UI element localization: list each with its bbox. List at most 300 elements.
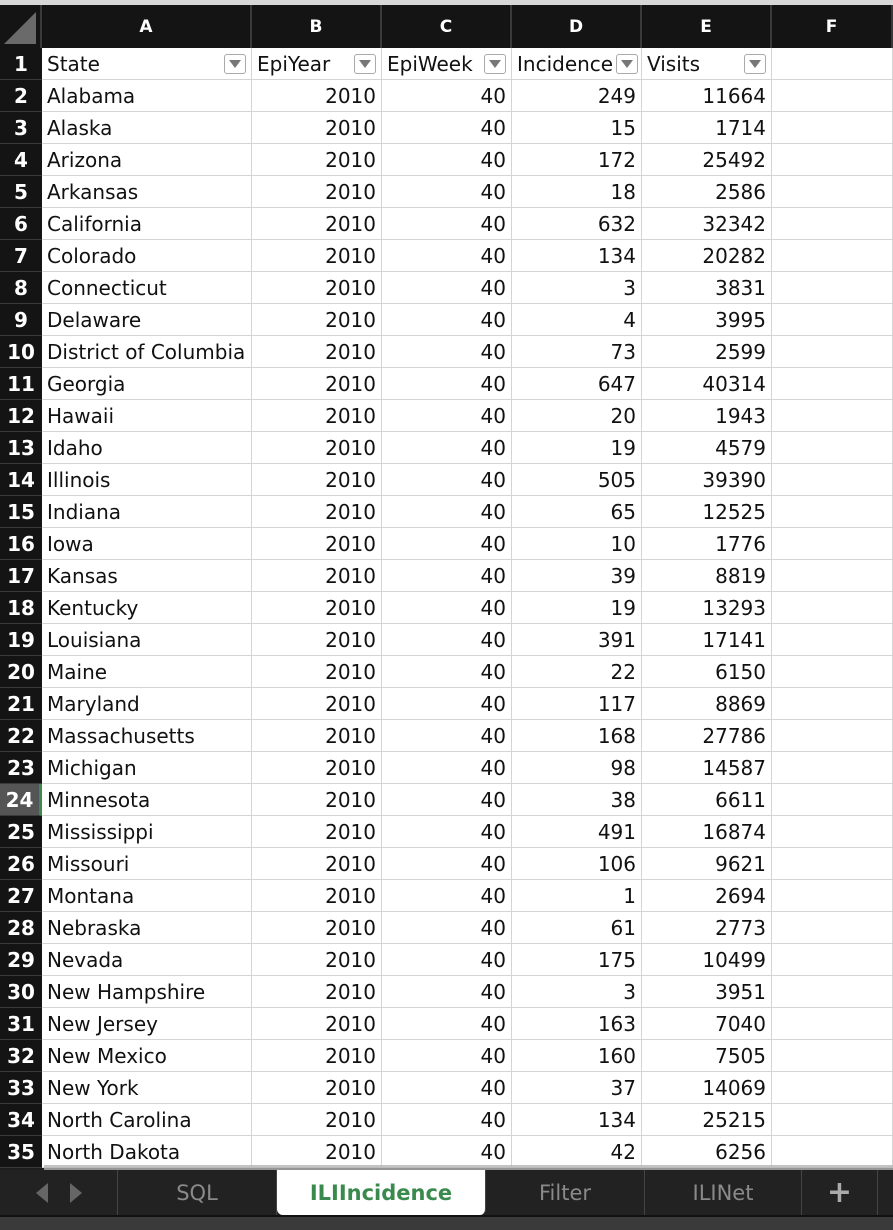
row-header[interactable]: 29 <box>0 944 42 976</box>
cell[interactable]: 40 <box>382 272 512 304</box>
cell[interactable] <box>772 1008 893 1040</box>
row-header[interactable]: 34 <box>0 1104 42 1136</box>
cell-header-epiyear[interactable]: EpiYear <box>252 48 382 80</box>
cell[interactable]: Arkansas <box>42 176 252 208</box>
cell[interactable] <box>772 688 893 720</box>
column-header-f[interactable]: F <box>772 5 893 48</box>
cell[interactable]: Delaware <box>42 304 252 336</box>
cell-header-state[interactable]: State <box>42 48 252 80</box>
cell[interactable] <box>772 176 893 208</box>
cell[interactable]: 2010 <box>252 80 382 112</box>
cell[interactable] <box>772 464 893 496</box>
cell[interactable]: 106 <box>512 848 642 880</box>
cell[interactable]: 40 <box>382 144 512 176</box>
cell[interactable]: 42 <box>512 1136 642 1168</box>
filter-dropdown-icon[interactable] <box>616 54 638 74</box>
cell[interactable]: Connecticut <box>42 272 252 304</box>
cell[interactable] <box>772 880 893 912</box>
cell[interactable] <box>772 1072 893 1104</box>
cell[interactable]: 18 <box>512 176 642 208</box>
cell[interactable]: 40 <box>382 368 512 400</box>
cell[interactable]: New Hampshire <box>42 976 252 1008</box>
table-row <box>0 336 893 368</box>
row-header[interactable]: 2 <box>0 80 42 112</box>
cell[interactable]: 40 <box>382 912 512 944</box>
cell[interactable]: 22 <box>512 656 642 688</box>
cell[interactable]: 25492 <box>642 144 772 176</box>
cell[interactable] <box>772 560 893 592</box>
cell[interactable]: 40 <box>382 1008 512 1040</box>
row-header[interactable]: 5 <box>0 176 42 208</box>
cell[interactable]: 11664 <box>642 80 772 112</box>
cell[interactable] <box>772 1104 893 1136</box>
cell[interactable] <box>772 336 893 368</box>
cell[interactable] <box>772 656 893 688</box>
cell[interactable]: 16874 <box>642 816 772 848</box>
cell[interactable]: Alabama <box>42 80 252 112</box>
filter-dropdown-icon[interactable] <box>224 54 246 74</box>
cell[interactable]: 15 <box>512 112 642 144</box>
cell[interactable] <box>772 1040 893 1072</box>
cell[interactable]: California <box>42 208 252 240</box>
column-header-c[interactable]: C <box>382 5 512 48</box>
cell[interactable]: 3831 <box>642 272 772 304</box>
table-row <box>0 944 893 976</box>
cell[interactable] <box>772 752 893 784</box>
cell[interactable]: 3 <box>512 976 642 1008</box>
cell[interactable]: 40 <box>382 496 512 528</box>
table-row <box>0 464 893 496</box>
table-row <box>0 560 893 592</box>
cell[interactable]: Michigan <box>42 752 252 784</box>
cell[interactable]: 40 <box>382 464 512 496</box>
cell[interactable]: 4 <box>512 304 642 336</box>
select-all-button[interactable] <box>0 5 42 48</box>
cell[interactable]: Kentucky <box>42 592 252 624</box>
row-header[interactable]: 22 <box>0 720 42 752</box>
row-header[interactable]: 19 <box>0 624 42 656</box>
cell[interactable]: 2010 <box>252 816 382 848</box>
prev-sheet-icon[interactable] <box>36 1183 48 1203</box>
cell[interactable]: 39 <box>512 560 642 592</box>
table-row <box>0 624 893 656</box>
cell[interactable]: 632 <box>512 208 642 240</box>
cell[interactable]: 40 <box>382 688 512 720</box>
table-row <box>0 144 893 176</box>
row-header[interactable]: 32 <box>0 1040 42 1072</box>
table-row <box>0 272 893 304</box>
row-header[interactable]: 26 <box>0 848 42 880</box>
filter-dropdown-icon[interactable] <box>744 54 766 74</box>
cell[interactable]: 40 <box>382 752 512 784</box>
cell[interactable]: Mississippi <box>42 816 252 848</box>
row-header[interactable]: 27 <box>0 880 42 912</box>
cell[interactable]: Kansas <box>42 560 252 592</box>
cell[interactable]: 20282 <box>642 240 772 272</box>
table-row <box>0 1136 893 1168</box>
cell[interactable]: 10 <box>512 528 642 560</box>
cell[interactable]: 40 <box>382 528 512 560</box>
cell[interactable] <box>772 112 893 144</box>
cell[interactable]: 40 <box>382 944 512 976</box>
cell[interactable]: Missouri <box>42 848 252 880</box>
table-row <box>0 1040 893 1072</box>
cell[interactable]: 19 <box>512 432 642 464</box>
cell[interactable]: 163 <box>512 1008 642 1040</box>
cell[interactable] <box>772 816 893 848</box>
cell[interactable] <box>772 368 893 400</box>
table-row <box>0 400 893 432</box>
column-header-row <box>0 5 893 48</box>
cell[interactable]: 2010 <box>252 144 382 176</box>
cell[interactable]: 40 <box>382 656 512 688</box>
cell[interactable]: 117 <box>512 688 642 720</box>
row-header[interactable]: 3 <box>0 112 42 144</box>
cell[interactable]: 73 <box>512 336 642 368</box>
cell[interactable]: North Carolina <box>42 1104 252 1136</box>
cell[interactable]: 2010 <box>252 880 382 912</box>
cell[interactable] <box>772 624 893 656</box>
cell[interactable]: Colorado <box>42 240 252 272</box>
cell[interactable] <box>772 432 893 464</box>
cell[interactable]: 27786 <box>642 720 772 752</box>
cell[interactable]: 40 <box>382 336 512 368</box>
cell[interactable]: 40 <box>382 1104 512 1136</box>
cell[interactable]: 40 <box>382 592 512 624</box>
table-row <box>0 976 893 1008</box>
table-row <box>0 1008 893 1040</box>
cell[interactable]: 2773 <box>642 912 772 944</box>
cell[interactable] <box>772 784 893 816</box>
cell[interactable] <box>772 912 893 944</box>
row-header[interactable]: 4 <box>0 144 42 176</box>
cell[interactable]: Illinois <box>42 464 252 496</box>
cell[interactable]: 2010 <box>252 784 382 816</box>
cell[interactable]: 40 <box>382 816 512 848</box>
cell[interactable]: 98 <box>512 752 642 784</box>
cell[interactable]: 37 <box>512 1072 642 1104</box>
cell-header-visits[interactable]: Visits <box>642 48 772 80</box>
cell[interactable]: 2010 <box>252 720 382 752</box>
cell[interactable]: 17141 <box>642 624 772 656</box>
cell[interactable]: 2010 <box>252 176 382 208</box>
cell[interactable]: 505 <box>512 464 642 496</box>
cell[interactable]: 10499 <box>642 944 772 976</box>
row-header[interactable]: 25 <box>0 816 42 848</box>
cell[interactable]: 20 <box>512 400 642 432</box>
cell[interactable]: 2010 <box>252 944 382 976</box>
cell[interactable]: 2010 <box>252 1008 382 1040</box>
cell[interactable]: 38 <box>512 784 642 816</box>
cell[interactable]: 1776 <box>642 528 772 560</box>
cell[interactable]: 6150 <box>642 656 772 688</box>
row-header[interactable]: 13 <box>0 432 42 464</box>
cell[interactable]: Montana <box>42 880 252 912</box>
cell[interactable] <box>772 400 893 432</box>
cell[interactable]: 172 <box>512 144 642 176</box>
cell[interactable]: 2694 <box>642 880 772 912</box>
cell[interactable]: 1943 <box>642 400 772 432</box>
cell[interactable]: 3 <box>512 272 642 304</box>
cell[interactable]: 2010 <box>252 400 382 432</box>
column-header-b[interactable]: B <box>252 5 382 48</box>
sheet-tab-bar <box>0 1170 893 1215</box>
column-header-e[interactable]: E <box>642 5 772 48</box>
cell[interactable]: 40 <box>382 80 512 112</box>
tab-filter[interactable]: Filter <box>486 1170 645 1215</box>
cell[interactable]: New Jersey <box>42 1008 252 1040</box>
cell[interactable] <box>772 944 893 976</box>
column-header-a[interactable]: A <box>42 5 252 48</box>
cell[interactable]: 40 <box>382 880 512 912</box>
table-row <box>0 304 893 336</box>
cell[interactable]: 40 <box>382 1072 512 1104</box>
table-row <box>0 368 893 400</box>
cell[interactable]: 2010 <box>252 1136 382 1168</box>
table-row <box>0 848 893 880</box>
cell[interactable] <box>772 240 893 272</box>
table-row <box>0 208 893 240</box>
cell[interactable]: 40 <box>382 1040 512 1072</box>
row-header[interactable]: 1 <box>0 48 42 80</box>
cell[interactable] <box>772 144 893 176</box>
cell[interactable]: 40 <box>382 400 512 432</box>
cell[interactable]: Hawaii <box>42 400 252 432</box>
cell[interactable]: 9621 <box>642 848 772 880</box>
cell[interactable]: Alaska <box>42 112 252 144</box>
cell[interactable]: 2010 <box>252 1072 382 1104</box>
cell[interactable] <box>772 496 893 528</box>
cell[interactable]: 2010 <box>252 528 382 560</box>
cell[interactable]: 6256 <box>642 1136 772 1168</box>
cell[interactable] <box>772 304 893 336</box>
row-header[interactable]: 15 <box>0 496 42 528</box>
table-row <box>0 688 893 720</box>
row-header[interactable]: 24 <box>0 784 42 816</box>
sheet-nav <box>0 1170 118 1215</box>
row-header[interactable]: 7 <box>0 240 42 272</box>
cell[interactable]: Louisiana <box>42 624 252 656</box>
cell[interactable]: 2010 <box>252 752 382 784</box>
cell[interactable]: 61 <box>512 912 642 944</box>
cell[interactable]: 2010 <box>252 624 382 656</box>
tab-sql[interactable]: SQL <box>118 1170 277 1215</box>
cell[interactable]: 12525 <box>642 496 772 528</box>
cell[interactable]: Nevada <box>42 944 252 976</box>
cell[interactable]: 32342 <box>642 208 772 240</box>
cell[interactable]: 160 <box>512 1040 642 1072</box>
row-header[interactable]: 21 <box>0 688 42 720</box>
cell[interactable]: 2010 <box>252 368 382 400</box>
row-header[interactable]: 6 <box>0 208 42 240</box>
cell[interactable]: Maryland <box>42 688 252 720</box>
cell[interactable] <box>772 528 893 560</box>
cell[interactable]: New York <box>42 1072 252 1104</box>
row-header[interactable]: 28 <box>0 912 42 944</box>
cell[interactable] <box>772 720 893 752</box>
filter-dropdown-icon[interactable] <box>484 54 506 74</box>
cell-header-incidence[interactable]: Incidence <box>512 48 642 80</box>
tab-iliincidence[interactable]: ILIIncidence <box>277 1170 486 1215</box>
row-header[interactable]: 23 <box>0 752 42 784</box>
cell[interactable]: 40 <box>382 720 512 752</box>
table-row <box>0 496 893 528</box>
table-row <box>0 880 893 912</box>
row-header[interactable]: 17 <box>0 560 42 592</box>
cell[interactable]: 2010 <box>252 272 382 304</box>
cell[interactable] <box>772 848 893 880</box>
row-header[interactable]: 31 <box>0 1008 42 1040</box>
cell[interactable]: District of Columbia <box>42 336 252 368</box>
cell[interactable]: 3951 <box>642 976 772 1008</box>
cell[interactable]: 2010 <box>252 336 382 368</box>
cell[interactable]: 249 <box>512 80 642 112</box>
cell[interactable]: 14587 <box>642 752 772 784</box>
cell[interactable]: 40 <box>382 208 512 240</box>
cell[interactable]: 175 <box>512 944 642 976</box>
cell[interactable]: 1714 <box>642 112 772 144</box>
table-row <box>0 112 893 144</box>
cell[interactable]: 7040 <box>642 1008 772 1040</box>
cell[interactable]: 40 <box>382 432 512 464</box>
cell[interactable]: Nebraska <box>42 912 252 944</box>
table-row <box>0 752 893 784</box>
cell[interactable]: 13293 <box>642 592 772 624</box>
row-header[interactable]: 12 <box>0 400 42 432</box>
cell[interactable]: 40 <box>382 848 512 880</box>
cell[interactable]: 40 <box>382 784 512 816</box>
cell[interactable]: 2010 <box>252 208 382 240</box>
cell[interactable]: Massachusetts <box>42 720 252 752</box>
next-sheet-icon[interactable] <box>70 1183 82 1203</box>
cell[interactable] <box>772 1136 893 1168</box>
cell[interactable]: 8819 <box>642 560 772 592</box>
row-header[interactable]: 9 <box>0 304 42 336</box>
cell-header-epiweek[interactable]: EpiWeek <box>382 48 512 80</box>
cell[interactable]: 6611 <box>642 784 772 816</box>
cell[interactable]: 2010 <box>252 848 382 880</box>
cell[interactable]: Indiana <box>42 496 252 528</box>
table-row <box>0 432 893 464</box>
cell[interactable]: 25215 <box>642 1104 772 1136</box>
cell[interactable]: 2010 <box>252 976 382 1008</box>
row-header[interactable]: 18 <box>0 592 42 624</box>
cell[interactable]: 40314 <box>642 368 772 400</box>
cell[interactable]: 4579 <box>642 432 772 464</box>
cell[interactable]: 40 <box>382 560 512 592</box>
cell[interactable]: 2010 <box>252 1104 382 1136</box>
cell[interactable]: Maine <box>42 656 252 688</box>
cell[interactable]: Idaho <box>42 432 252 464</box>
row-header[interactable]: 10 <box>0 336 42 368</box>
row-header[interactable]: 11 <box>0 368 42 400</box>
cell[interactable]: 2010 <box>252 1040 382 1072</box>
table-row <box>0 816 893 848</box>
cell[interactable]: 40 <box>382 304 512 336</box>
cell[interactable]: 65 <box>512 496 642 528</box>
cell[interactable]: 14069 <box>642 1072 772 1104</box>
row-header[interactable]: 35 <box>0 1136 42 1168</box>
cell[interactable] <box>772 208 893 240</box>
cell[interactable]: 19 <box>512 592 642 624</box>
table-row <box>0 912 893 944</box>
cell[interactable]: 2010 <box>252 304 382 336</box>
cell[interactable]: 40 <box>382 112 512 144</box>
table-row <box>0 720 893 752</box>
cell[interactable]: 1 <box>512 880 642 912</box>
table-row <box>0 656 893 688</box>
cell[interactable]: 2010 <box>252 240 382 272</box>
row-header[interactable]: 20 <box>0 656 42 688</box>
cell[interactable]: Minnesota <box>42 784 252 816</box>
table-row <box>0 1072 893 1104</box>
cell[interactable]: 2599 <box>642 336 772 368</box>
tab-ilinet[interactable]: ILINet <box>645 1170 802 1215</box>
cell[interactable]: 168 <box>512 720 642 752</box>
cell[interactable]: Iowa <box>42 528 252 560</box>
cell[interactable]: 40 <box>382 176 512 208</box>
cell[interactable]: 3995 <box>642 304 772 336</box>
row-header[interactable]: 33 <box>0 1072 42 1104</box>
filter-dropdown-icon[interactable] <box>354 54 376 74</box>
table-row <box>0 528 893 560</box>
row-header[interactable]: 8 <box>0 272 42 304</box>
cell[interactable]: 391 <box>512 624 642 656</box>
cell[interactable]: 40 <box>382 624 512 656</box>
cell[interactable] <box>772 592 893 624</box>
cell[interactable]: 40 <box>382 1136 512 1168</box>
row-header[interactable]: 14 <box>0 464 42 496</box>
cell[interactable]: 2010 <box>252 912 382 944</box>
cell[interactable]: 134 <box>512 1104 642 1136</box>
cell[interactable]: 2010 <box>252 688 382 720</box>
cell[interactable]: 647 <box>512 368 642 400</box>
cell[interactable]: 491 <box>512 816 642 848</box>
cell[interactable]: 2010 <box>252 112 382 144</box>
table-row <box>0 1104 893 1136</box>
cell[interactable]: 2010 <box>252 592 382 624</box>
column-header-d[interactable]: D <box>512 5 642 48</box>
spreadsheet-grid <box>0 5 893 1168</box>
cell[interactable]: Georgia <box>42 368 252 400</box>
row-header[interactable]: 30 <box>0 976 42 1008</box>
cell[interactable]: Arizona <box>42 144 252 176</box>
row-header[interactable]: 16 <box>0 528 42 560</box>
table-row <box>0 592 893 624</box>
cell[interactable]: 7505 <box>642 1040 772 1072</box>
cell[interactable]: North Dakota <box>42 1136 252 1168</box>
cell[interactable]: 2010 <box>252 496 382 528</box>
cell[interactable]: 40 <box>382 240 512 272</box>
cell[interactable] <box>772 48 893 80</box>
cell[interactable]: 8869 <box>642 688 772 720</box>
cell[interactable]: 2010 <box>252 656 382 688</box>
cell[interactable] <box>772 976 893 1008</box>
cell[interactable]: New Mexico <box>42 1040 252 1072</box>
cell[interactable]: 2586 <box>642 176 772 208</box>
cell[interactable]: 39390 <box>642 464 772 496</box>
add-sheet-button[interactable]: + <box>802 1170 878 1215</box>
table-row <box>0 80 893 112</box>
cell[interactable] <box>772 80 893 112</box>
cell[interactable] <box>772 272 893 304</box>
table-row <box>0 176 893 208</box>
cell[interactable]: 40 <box>382 976 512 1008</box>
cell[interactable]: 2010 <box>252 464 382 496</box>
cell[interactable]: 2010 <box>252 560 382 592</box>
cell[interactable]: 134 <box>512 240 642 272</box>
cell[interactable]: 2010 <box>252 432 382 464</box>
